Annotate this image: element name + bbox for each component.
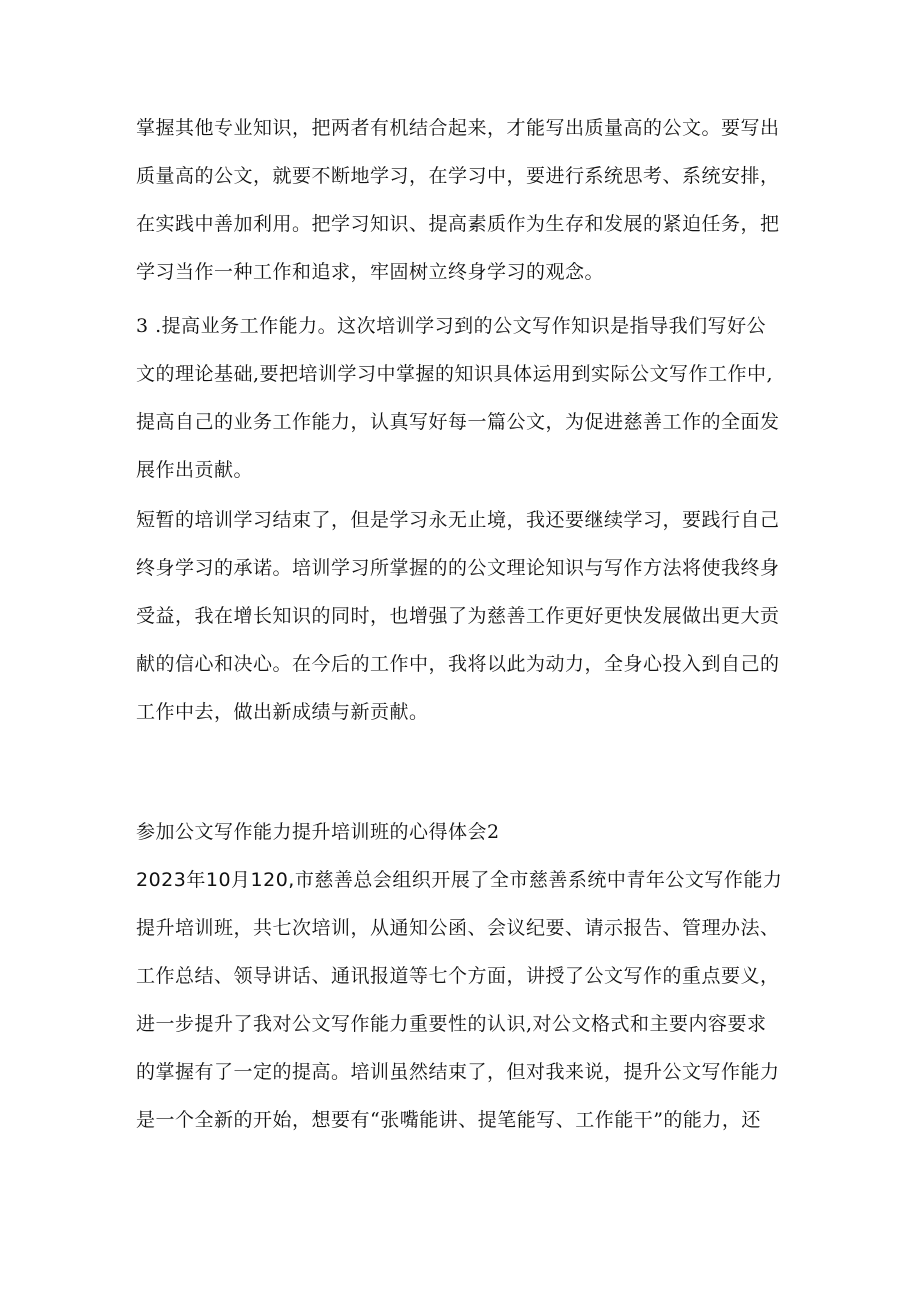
text-line: 终身学习的承诺。培训学习所掌握的的公文理论知识与写作方法将使我终身	[136, 557, 780, 579]
text-line: 3 .提高业务工作能力。这次培训学习到的公文写作知识是指导我们写好公	[136, 315, 767, 337]
text-line: 工作总结、领导讲话、通讯报道等七个方面，讲授了公文写作的重点要义，	[136, 965, 780, 987]
paragraph-study	[136, 104, 796, 296]
text-line: 在实践中善加利用。把学习知识、提高素质作为生存和发展的紧迫任务，把	[136, 213, 780, 235]
paragraph-improve-ability	[136, 302, 796, 494]
text-line: 受益，我在增长知识的同时，也增强了为慈善工作更好更快发展做出更大贡	[136, 605, 780, 627]
text-line: 学习当作一种工作和追求，牢固树立终身学习的观念。	[136, 261, 605, 283]
text-line: 2023年10月120,市慈善总会组织开展了全市慈善系统中青年公文写作能力	[136, 869, 783, 891]
text-line: 短暂的培训学习结束了，但是学习永无止境，我还要继续学习，要践行自己	[136, 509, 780, 531]
text-line: 提高自己的业务工作能力，认真写好每一篇公文，为促进慈善工作的全面发	[136, 411, 780, 433]
text-line: 是一个全新的开始，想要有“张嘴能讲、提笔能写、工作能干”的能力，还	[136, 1109, 761, 1131]
text-line: 献的信心和决心。在今后的工作中，我将以此为动力，全身心投入到自己的	[136, 653, 780, 675]
paragraph-conclusion	[136, 496, 796, 736]
section-heading-text: 参加公文写作能力提升培训班的心得体会2	[136, 821, 500, 843]
paragraph-intro-2	[136, 856, 796, 1144]
text-line: 质量高的公文，就要不断地学习，在学习中，要进行系统思考、系统安排，	[136, 165, 780, 187]
text-line: 文的理论基础,要把培训学习中掌握的知识具体运用到实际公文写作工作中,	[136, 363, 774, 385]
text-line: 的掌握有了一定的提高。培训虽然结束了，但对我来说，提升公文写作能力	[136, 1061, 780, 1083]
text-line: 进一步提升了我对公文写作能力重要性的认识,对公文格式和主要内容要求	[136, 1013, 767, 1035]
section-heading	[136, 808, 796, 856]
text-line: 提升培训班，共七次培训，从通知公函、会议纪要、请示报告、管理办法、	[136, 917, 780, 939]
text-line: 掌握其他专业知识，把两者有机结合起来，才能写出质量高的公文。要写出	[136, 117, 780, 139]
text-line: 展作出贡献。	[136, 459, 254, 481]
text-line: 工作中去，做出新成绩与新贡献。	[136, 701, 429, 723]
